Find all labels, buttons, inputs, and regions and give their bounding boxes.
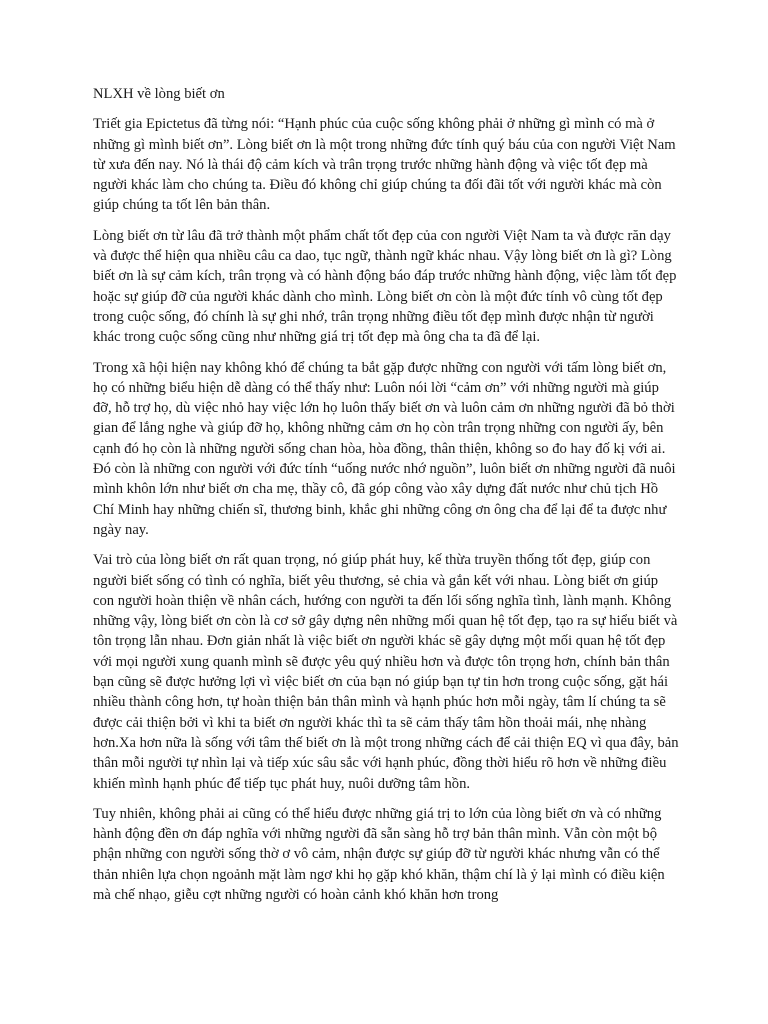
document-page [93,84,681,915]
paragraph-intro: Triết gia Epictetus đã từng nói: “Hạnh phúc của cuộc sống không phải ở những gì mình có mà ở những gì mình biết ơn”. Lòng biết ơn là một trong những đức tính quý báu của con người Việt Nam từ xưa đến nay. Nó là thái độ cảm kích và trân trọng trước những hành động và việc tốt đẹp mà người khác làm cho chúng ta. Điều đó không chỉ giúp chúng ta đối đãi tốt với người khác mà còn giúp chúng ta tốt lên bản thân. [93,116,676,214]
paragraph-definition: Lòng biết ơn từ lâu đã trở thành một phẩm chất tốt đẹp của con người Việt Nam ta và được răn dạy và được thể hiện qua nhiều câu ca dao, tục ngữ, thành ngữ khác nhau. Vậy lòng biết ơn là gì? Lòng biết ơn là sự cảm kích, trân trọng và có hành động báo đáp trước những hành động, việc làm tốt đẹp hoặc sự giúp đỡ của người khác dành cho mình. Lòng biết ơn còn là một đức tính vô cùng tốt đẹp trong cuộc sống, đó chính là sự ghi nhớ, trân trọng những điều tốt đẹp mình được nhận từ người khác trong cuộc sống cũng như những giá trị tốt đẹp mà ông cha ta đã để lại. [93,227,677,346]
paragraph-expressions: Trong xã hội hiện nay không khó để chúng ta bắt gặp được những con người với tấm lòng biết ơn, họ có những biểu hiện dễ dàng có thể thấy như: Luôn nói lời “cảm ơn” với những người mà giúp đỡ, hỗ trợ họ, dù việc nhỏ hay việc lớn họ luôn thấy biết ơn và luôn cảm ơn những người đã bỏ thời gian để lắng nghe và giúp đỡ họ, không những cảm ơn họ còn trân trọng những con người ấy, bên cạnh đó họ còn là những người sống chan hòa, hòa đồng, thân thiện, không so đo hay đố kị với ai. Đó còn là những con người với đức tính “uống nước nhớ nguồn”, luôn biết ơn những người đã nuôi mình khôn lớn như biết ơn cha mẹ, thầy cô, đã góp công vào xây dựng đất nước như chủ tịch Hồ Chí Minh hay những chiến sĩ, thương binh, khắc ghi những công ơn ông cha để lại để ta được như ngày nay. [93,359,676,538]
paragraph-however: Tuy nhiên, không phải ai cũng có thể hiểu được những giá trị to lớn của lòng biết ơn và có những hành động đền ơn đáp nghĩa với những người đã sẵn sàng hỗ trợ bản thân mình. Vẫn còn một bộ phận những con người sống thờ ơ vô cảm, nhận được sự giúp đỡ từ người khác nhưng vẫn có thể thản nhiên lựa chọn ngoảnh mặt làm ngơ khi họ gặp khó khăn, thậm chí là ỷ lại mình có điều kiện mà chế nhạo, giễu cợt những người có hoàn cảnh khó khăn hơn trong [93,805,665,903]
paragraph-role: Vai trò của lòng biết ơn rất quan trọng, nó giúp phát huy, kế thừa truyền thống tốt đẹp, giúp con người biết sống có tình có nghĩa, biết yêu thương, sẻ chia và gắn kết với nhau. Lòng biết ơn giúp con người hoàn thiện về nhân cách, hướng con người ta đến lối sống nghĩa tình, lành mạnh. Không những vậy, lòng biết ơn còn là cơ sở gây dựng nên những mối quan hệ tốt đẹp, tạo ra sự hiểu biết và tôn trọng lẫn nhau. Đơn giản nhất là việc biết ơn người khác sẽ gây dựng một mối quan hệ tốt đẹp với mọi người xung quanh mình sẽ được yêu quý nhiều hơn và được tôn trọng hơn, chính bản thân bạn cũng sẽ được hưởng lợi vì việc biết ơn của bạn nó giúp bạn tự tin hơn trong cuộc sống, gặt hái nhiều thành công hơn, tự hoàn thiện bản thân mình và hạnh phúc hơn mỗi ngày, tâm lí chúng ta sẽ được cải thiện bởi vì khi ta biết ơn người khác thì ta sẽ cảm thấy tâm hồn thoải mái, nhẹ nhàng hơn.Xa hơn nữa là sống với tâm thế biết ơn là một trong những cách để cải thiện EQ vì qua đây, bản thân mỗi người tự nhìn lại và tiếp xúc sâu sắc với hạnh phúc, đồng thời hiểu rõ hơn về những điều khiến mình hạnh phúc để tiếp tục phát huy, nuôi dưỡng tâm hồn. [93,552,679,792]
document-title: NLXH về lòng biết ơn [93,86,225,102]
